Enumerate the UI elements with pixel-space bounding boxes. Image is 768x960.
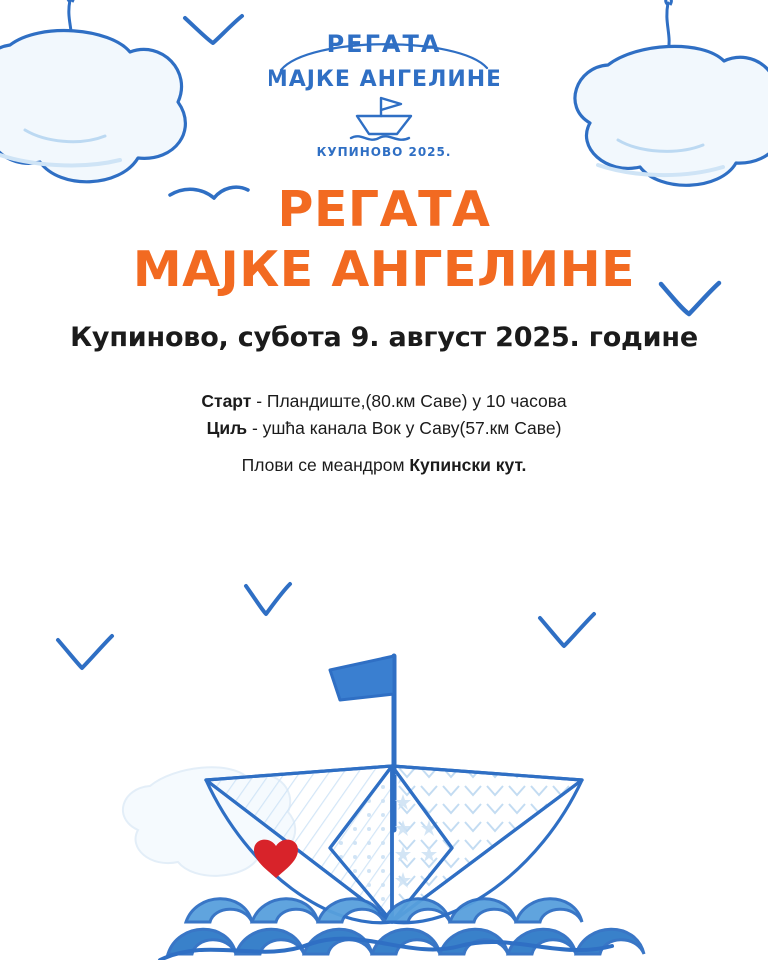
event-date-subtitle: Купиново, субота 9. август 2025. године (70, 322, 698, 353)
logo-line1: РЕГАТА (326, 30, 442, 58)
page-title (0, 180, 768, 300)
logo-line2: МАЈКЕ АНГЕЛИНЕ (269, 67, 499, 92)
meander-name: Купински кут. (409, 455, 527, 475)
regatta-logo (269, 18, 499, 163)
title-line-1: РЕГАТА (277, 181, 491, 238)
finish-line (0, 415, 768, 442)
boat-scene-illustration (0, 530, 768, 960)
meander-note (0, 455, 768, 476)
start-text: - Пландиште,(80.км Саве) у 10 часова (251, 391, 567, 411)
start-label: Старт (201, 391, 252, 411)
start-line (0, 388, 768, 415)
meander-prefix: Плови се меандром (241, 455, 410, 475)
logo-line3: КУПИНОВО 2025. (316, 145, 452, 159)
finish-label: Циљ (206, 418, 248, 439)
title-line-2: МАЈКЕ АНГЕЛИНЕ (132, 240, 636, 298)
route-details (0, 388, 768, 442)
bird-icon (180, 10, 250, 55)
finish-text: - ушћа канала Вок у Саву(57.км Саве) (247, 418, 562, 439)
